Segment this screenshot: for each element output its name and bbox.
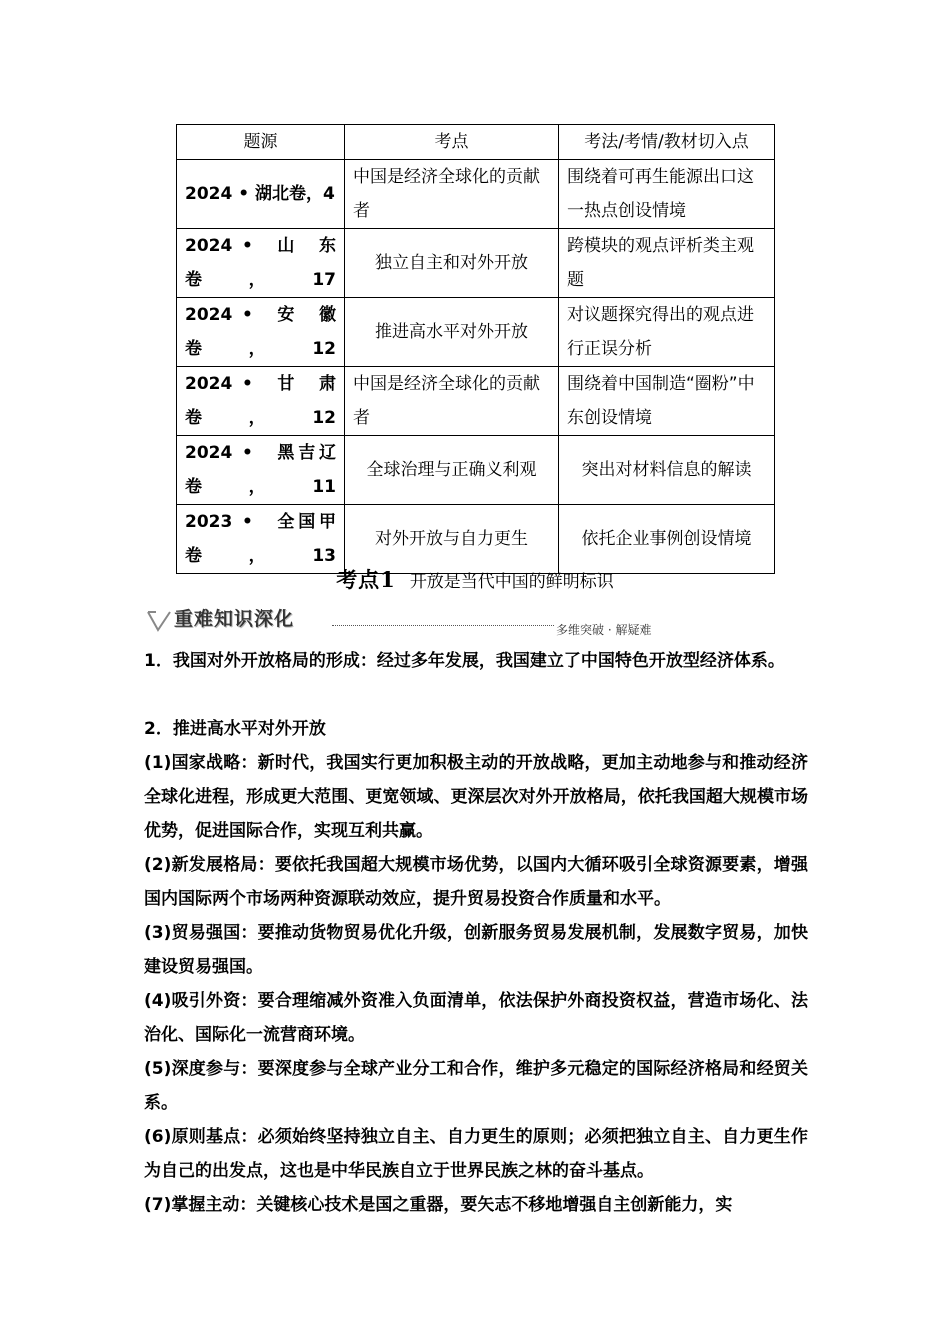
cell-source: 2024 • 黑吉辽卷，11 (177, 436, 345, 505)
paragraph-4 (144, 848, 808, 916)
table-header-row (177, 125, 775, 160)
paragraph-body: 要依托我国超大规模市场优势，以国内大循环吸引全球资源要素，增强国内国际两个市场两种资源联动效应，提升贸易投资合作质量和水平。 (144, 855, 808, 909)
paragraph-body: 要推动货物贸易优化升级，创新服务贸易发展机制，发展数字贸易，加快建设贸易强国。 (144, 923, 808, 977)
paragraph-3 (144, 746, 808, 848)
paragraph-head: (6)原则基点： (144, 1127, 258, 1147)
cell-source: 2024 • 安 徽卷，12 (177, 298, 345, 367)
paragraph-5 (144, 916, 808, 984)
table-row (177, 367, 775, 436)
cell-method: 围绕着可再生能源出口这一热点创设情境 (559, 160, 775, 229)
paragraph-2 (144, 712, 808, 746)
paragraph-9 (144, 1188, 808, 1222)
cell-point: 全球治理与正确义利观 (345, 436, 559, 505)
paragraph-head: (1)国家战略： (144, 753, 258, 773)
cell-point: 中国是经济全球化的贡献者 (345, 160, 559, 229)
paragraph-head: (3)贸易强国： (144, 923, 258, 943)
section-heading (0, 564, 950, 594)
paragraph-head: (7)掌握主动： (144, 1195, 257, 1215)
cell-point: 中国是经济全球化的贡献者 (345, 367, 559, 436)
header-method: 考法/考情/教材切入点 (559, 125, 775, 160)
cell-source: 2023 • 全国甲卷，13 (177, 505, 345, 574)
cell-source: 2024 • 甘 肃卷，12 (177, 367, 345, 436)
table-row (177, 436, 775, 505)
paragraph-head: (4)吸引外资： (144, 991, 258, 1011)
paragraph-body: 要深度参与全球产业分工和合作，维护多元稳定的国际经济格局和经贸关系。 (144, 1059, 808, 1113)
knowledge-banner (146, 604, 652, 638)
table-row (177, 160, 775, 229)
cell-method: 围绕着中国制造“圈粉”中东创设情境 (559, 367, 775, 436)
cell-point: 推进高水平对外开放 (345, 298, 559, 367)
header-point: 考点 (345, 125, 559, 160)
cell-method: 突出对材料信息的解读 (559, 436, 775, 505)
paragraph-body: 经过多年发展，我国建立了中国特色开放型经济体系。 (376, 651, 785, 671)
paragraph-1 (144, 644, 808, 678)
paragraph-body: 要合理缩减外资准入负面清单，依法保护外商投资权益，营造市场化、法治化、国际化一流营商环境。 (144, 991, 808, 1045)
cell-method: 跨模块的观点评析类主观题 (559, 229, 775, 298)
cell-method: 依托企业事例创设情境 (559, 505, 775, 574)
source-table (176, 124, 775, 574)
cell-point: 独立自主和对外开放 (345, 229, 559, 298)
header-source: 题源 (177, 125, 345, 160)
paragraph-body: 必须始终坚持独立自主、自力更生的原则；必须把独立自主、自力更生作为自己的出发点，这也是中华民族自立于世界民族之林的奋斗基点。 (144, 1127, 808, 1181)
paragraph-head: (5)深度参与： (144, 1059, 258, 1079)
section-title: 开放是当代中国的鲜明标识 (409, 572, 614, 592)
paragraph-6 (144, 984, 808, 1052)
cell-method: 对议题探究得出的观点进行正误分析 (559, 298, 775, 367)
table-row (177, 229, 775, 298)
paragraph-8 (144, 1120, 808, 1188)
paragraph-body: 关键核心技术是国之重器，要矢志不移地增强自主创新能力，实 (256, 1195, 733, 1215)
banner-subtitle: 多维突破 · 解疑难 (556, 623, 652, 637)
table-row (177, 298, 775, 367)
paragraph-7 (144, 1052, 808, 1120)
paragraph-head: (2)新发展格局： (144, 855, 275, 875)
paragraph-head: 2．推进高水平对外开放 (144, 719, 326, 739)
cell-point: 对外开放与自力更生 (345, 505, 559, 574)
paragraph-head: 1．我国对外开放格局的形成： (144, 651, 377, 671)
banner-title: 重难知识深化 (174, 608, 295, 630)
cell-source: 2024 • 山 东卷，17 (177, 229, 345, 298)
chevron-mark-icon (146, 606, 172, 634)
cell-source: 2024 • 湖北卷，4 (177, 160, 345, 229)
section-label: 考点1 (336, 567, 396, 592)
paragraph-body: 新时代，我国实行更加积极主动的开放战略，更加主动地参与和推动经济全球化进程，形成更大范围、更宽领域、更深层次对外开放格局，依托我国超大规模市场优势，促进国际合作，实现互利共赢。 (144, 753, 808, 841)
banner-divider (332, 625, 554, 626)
